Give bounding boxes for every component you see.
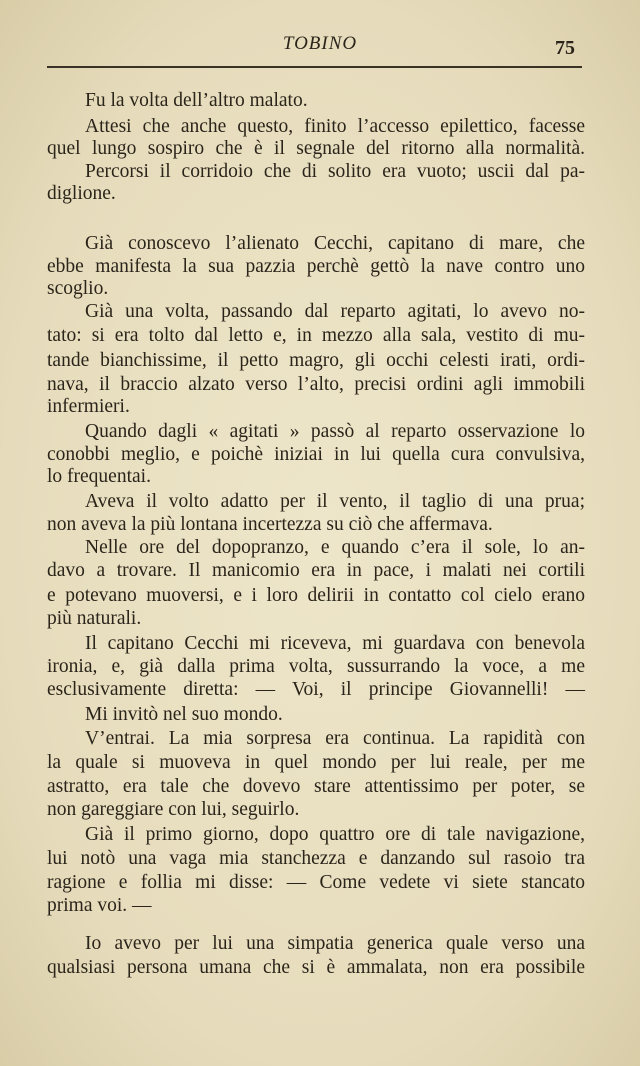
- text-line: più naturali.: [47, 608, 142, 629]
- text-line: tato: si era tolto dal letto e, in mezzo alla sala, vestito di mu-: [47, 325, 585, 346]
- text-line: quel lungo sospiro che è il segnale del ritorno alla normalità.: [47, 138, 585, 159]
- text-line: V’entrai. La mia sorpresa era continua. La rapidità con: [85, 728, 585, 749]
- header-rule: [47, 66, 582, 68]
- text-line: diglione.: [47, 183, 116, 204]
- header-title: TOBINO: [282, 33, 358, 54]
- text-line: ebbe manifesta la sua pazzia perchè gettò la nave contro uno: [47, 256, 585, 277]
- text-line: non gareggiare con lui, seguirlo.: [47, 799, 300, 820]
- text-line: Quando dagli « agitati » passò al reparto osservazione lo: [85, 421, 585, 442]
- text-line: e potevano muoversi, e i loro delirii in contatto col cielo erano: [47, 585, 585, 606]
- text-line: Nelle ore del dopopranzo, e quando c’era il sole, lo an-: [85, 537, 585, 558]
- text-line: lo frequentai.: [47, 466, 151, 487]
- text-line: la quale si muoveva in quel mondo per lui reale, per me: [47, 752, 585, 773]
- text-line: non aveva la più lontana incertezza su ciò che affermava.: [47, 514, 493, 535]
- text-line: astratto, era tale che dovevo stare attentissimo per poter, se: [47, 776, 585, 797]
- text-line: lui notò una vaga mia stanchezza e danzando sul rasoio tra: [47, 848, 585, 869]
- text-line: Già il primo giorno, dopo quattro ore di tale navigazione,: [85, 824, 585, 845]
- text-line: Già conoscevo l’alienato Cecchi, capitano di mare, che: [85, 233, 585, 254]
- text-line: ragione e follia mi disse: — Come vedete vi siete stancato: [47, 872, 585, 893]
- text-line: infermieri.: [47, 396, 130, 417]
- text-line: qualsiasi persona umana che si è ammalata, non era possibile: [47, 957, 585, 978]
- text-line: Già una volta, passando dal reparto agitati, lo avevo no-: [85, 301, 585, 322]
- text-line: ironia, e, già dalla prima volta, sussurrando la voce, a me: [47, 656, 585, 677]
- text-line: conobbi meglio, e poichè iniziai in lui quella cura convulsiva,: [47, 444, 585, 465]
- page-number: 75: [555, 37, 575, 59]
- text-line: Attesi che anche questo, finito l’accesso epilettico, facesse: [85, 116, 585, 137]
- text-line: Fu la volta dell’altro malato.: [85, 90, 308, 111]
- text-line: Aveva il volto adatto per il vento, il taglio di una prua;: [85, 491, 585, 512]
- text-line: Percorsi il corridoio che di solito era vuoto; uscii dal pa-: [85, 161, 585, 182]
- text-line: nava, il braccio alzato verso l’alto, precisi ordini agli immobili: [47, 374, 585, 395]
- text-line: prima voi. —: [47, 895, 152, 916]
- text-line: Il capitano Cecchi mi riceveva, mi guardava con benevola: [85, 633, 585, 654]
- text-line: Io avevo per lui una simpatia generica quale verso una: [85, 933, 585, 954]
- text-line: esclusivamente diretta: — Voi, il principe Giovannelli! —: [47, 679, 585, 700]
- text-line: scoglio.: [47, 278, 109, 299]
- text-line: davo a trovare. Il manicomio era in pace, i malati nei cortili: [47, 560, 585, 581]
- text-line: tande bianchissime, il petto magro, gli occhi celesti irati, ordi-: [47, 350, 585, 371]
- text-line: Mi invitò nel suo mondo.: [85, 704, 283, 725]
